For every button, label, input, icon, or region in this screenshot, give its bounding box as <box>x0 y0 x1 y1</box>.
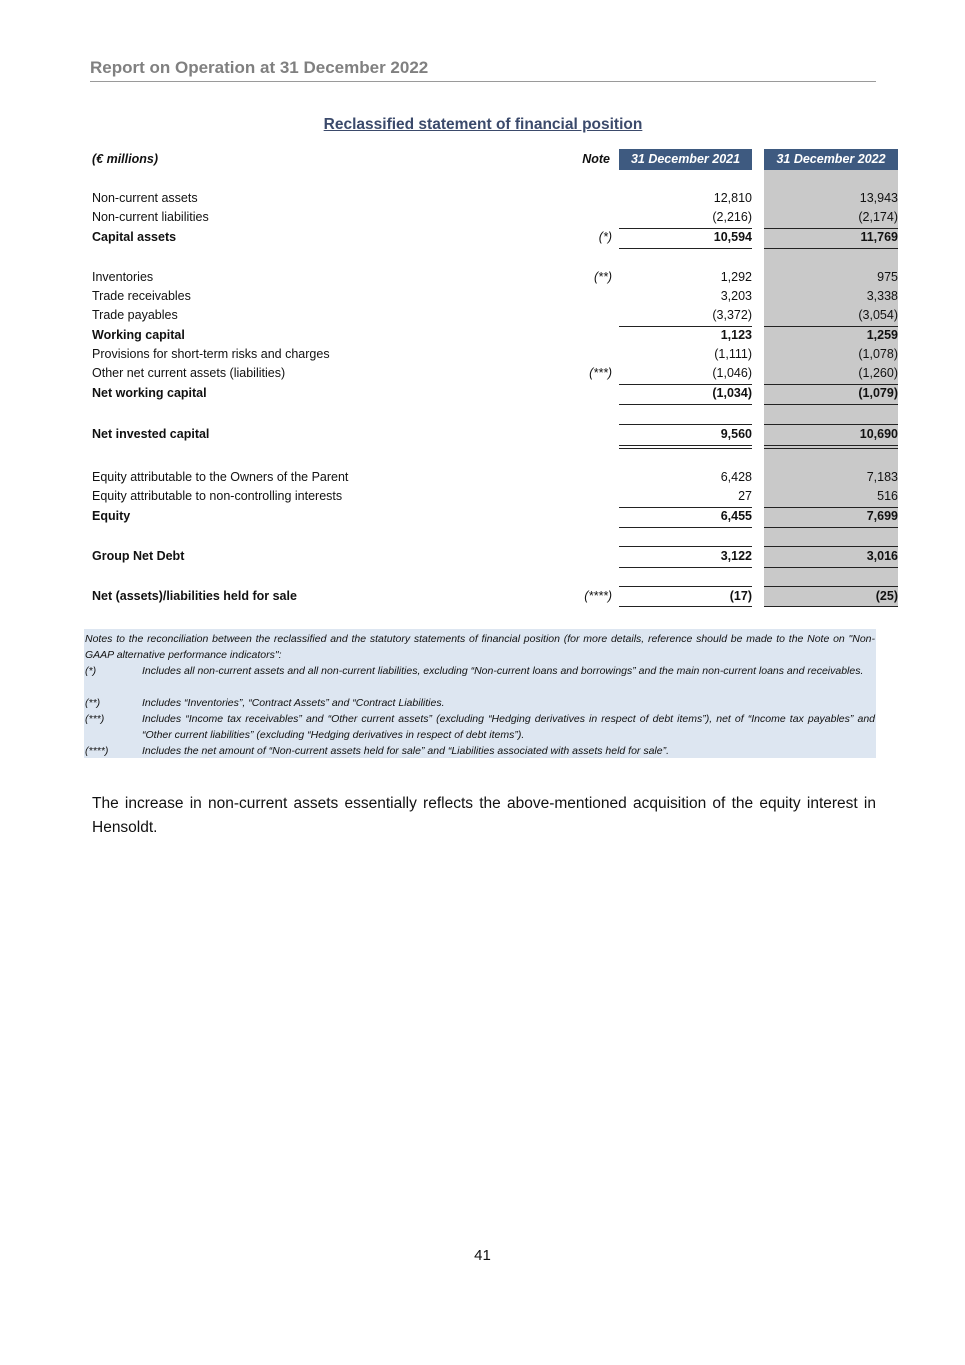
value-2021: 1,123 <box>720 328 752 342</box>
value-2022: (1,260) <box>858 366 898 380</box>
row-label: Net (assets)/liabilities held for sale <box>92 589 297 603</box>
value-2021: 12,810 <box>713 191 752 205</box>
page-number: 41 <box>474 1247 491 1264</box>
row-label: Other net current assets (liabilities) <box>92 366 286 380</box>
notes-intro: Notes to the reconciliation between the reclassified and the statutory statements of financial position (for more details, reference should be made to the Note on "Non-GAAP alternative performance indicators": <box>85 633 875 661</box>
value-2022: 7,183 <box>866 470 898 484</box>
value-2021: (3,372) <box>712 308 752 322</box>
units-label: (€ millions) <box>92 152 158 166</box>
table-row <box>0 507 965 526</box>
row-label: Non-current liabilities <box>92 210 209 224</box>
row-label: Inventories <box>92 270 154 284</box>
row-label: Equity attributable to non-controlling interests <box>92 489 343 503</box>
value-2022: (25) <box>875 589 898 603</box>
subtotal-rule <box>764 606 898 607</box>
value-2021: (1,046) <box>712 366 752 380</box>
value-2022: 516 <box>877 489 898 503</box>
row-label: Trade payables <box>92 308 178 322</box>
table-row <box>0 425 965 444</box>
value-2021: 3,203 <box>720 289 752 303</box>
table-row <box>0 587 965 606</box>
subtotal-rule <box>619 248 752 249</box>
value-2022: 13,943 <box>859 191 898 205</box>
row-label: Provisions for short-term risks and charges <box>92 347 330 361</box>
table-row <box>0 384 965 403</box>
row-note: (*) <box>598 230 612 244</box>
value-2022: 3,338 <box>866 289 898 303</box>
row-label: Equity attributable to the Owners of the Parent <box>92 470 349 484</box>
value-2021: 27 <box>738 489 752 503</box>
note-key: (***) <box>85 713 105 725</box>
note-text: Includes “Income tax receivables” and “Other current assets” (excluding “Hedging derivatives in respect of debt items”), net of “Income tax payables” and “Other current liabilities” (excluding “Hedging derivatives in respect of debt items”). <box>142 713 875 741</box>
table-row <box>0 364 965 383</box>
value-2022: 1,259 <box>866 328 898 342</box>
table-row <box>0 487 965 506</box>
total-double-rule <box>619 445 752 449</box>
table-row <box>0 268 965 287</box>
total-double-rule <box>764 445 898 449</box>
row-label: Trade receivables <box>92 289 191 303</box>
subtotal-rule <box>764 248 898 249</box>
subtotal-rule <box>619 567 752 568</box>
row-label: Non-current assets <box>92 191 198 205</box>
table-row <box>0 547 965 566</box>
note-column-header: Note <box>582 152 610 166</box>
subtotal-rule <box>619 606 752 607</box>
table-row <box>0 345 965 364</box>
table-row <box>0 306 965 325</box>
table-row <box>0 189 965 208</box>
subtotal-rule <box>764 404 898 405</box>
subtotal-rule <box>764 567 898 568</box>
value-2021: (1,034) <box>712 386 752 400</box>
value-2021: 10,594 <box>713 230 752 244</box>
note-key: (**) <box>85 697 101 709</box>
value-2022: 975 <box>877 270 898 284</box>
value-2021: (2,216) <box>712 210 752 224</box>
column-header-2021: 31 December 2021 <box>619 149 752 170</box>
table-title: Reclassified statement of financial position <box>323 116 643 133</box>
value-2022: (3,054) <box>858 308 898 322</box>
value-2022: 10,690 <box>859 427 898 441</box>
value-2021: 3,122 <box>720 549 752 563</box>
table-row <box>0 208 965 227</box>
note-key: (****) <box>85 745 109 757</box>
row-label: Working capital <box>92 328 185 342</box>
note-text: Includes all non-current assets and all non-current liabilities, excluding “Non-current loans and borrowings” and the main non-current loans and receivables. <box>142 665 864 677</box>
note-key: (*) <box>85 665 97 677</box>
note-text: Includes the net amount of “Non-current assets held for sale” and “Liabilities associated with assets held for sale”. <box>142 745 670 757</box>
row-label: Capital assets <box>92 230 177 244</box>
table-row <box>0 326 965 345</box>
subtotal-rule <box>619 527 752 528</box>
value-2022: 11,769 <box>860 230 898 244</box>
value-2022: (1,079) <box>858 386 898 400</box>
report-header: Report on Operation at 31 December 2022 <box>90 58 876 82</box>
value-2021: 1,292 <box>720 270 752 284</box>
note-text: Includes “Inventories”, “Contract Assets” and “Contract Liabilities. <box>142 697 445 709</box>
row-note: (****) <box>584 589 612 603</box>
table-row <box>0 228 965 247</box>
reconciliation-notes <box>84 629 876 758</box>
value-2021: 6,455 <box>720 509 752 523</box>
value-2021: (17) <box>729 589 752 603</box>
value-2021: (1,111) <box>714 347 752 361</box>
table-row <box>0 287 965 306</box>
subtotal-rule <box>764 527 898 528</box>
row-label: Net invested capital <box>92 427 210 441</box>
value-2022: 7,699 <box>866 509 898 523</box>
row-label: Net working capital <box>92 386 207 400</box>
body-paragraph: The increase in non-current assets essentially reflects the above-mentioned acquisition of the equity interest in Hensoldt. <box>92 795 876 836</box>
value-2022: 3,016 <box>866 549 898 563</box>
row-label: Equity <box>92 509 131 523</box>
row-label: Group Net Debt <box>92 549 185 563</box>
value-2022: (1,078) <box>858 347 898 361</box>
row-note: (**) <box>593 270 612 284</box>
value-2021: 6,428 <box>720 470 752 484</box>
row-note: (***) <box>589 366 612 380</box>
subtotal-rule <box>619 404 752 405</box>
table-row <box>0 468 965 487</box>
column-header-2022: 31 December 2022 <box>764 149 898 170</box>
value-2022: (2,174) <box>858 210 898 224</box>
value-2021: 9,560 <box>720 427 752 441</box>
